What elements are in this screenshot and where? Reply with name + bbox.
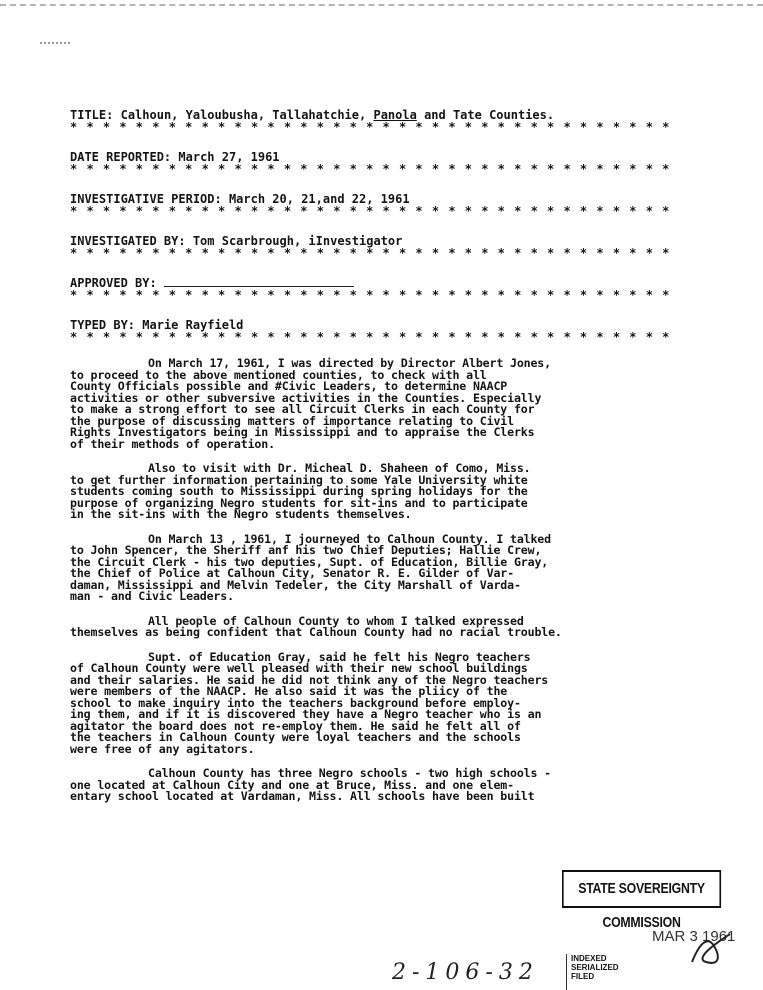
title-value-post: and Tate Counties. — [424, 108, 555, 122]
paragraph-line: were members of the NAACP. He also said it was the pliicy of the — [70, 684, 508, 698]
star-divider: * * * * * * * * * * * * * * * * * * * * * * * * * * * * * * * * * * * * * — [70, 248, 671, 258]
paragraph-line: the Circuit Clerk - his two deputies, Supt. of Education, Billie Gray, — [70, 554, 549, 569]
sovereignty-commission-stamp: STATE SOVEREIGNTY COMMISSION — [562, 870, 721, 908]
paragraph-line: of Calhoun County were well pleased with their new school buildings — [70, 661, 528, 675]
approved-field — [70, 276, 710, 290]
paragraph-line: Also to visit with Dr. Micheal D. Shaheen of Como, Miss. — [148, 461, 531, 475]
memo-body — [70, 108, 710, 816]
stamp-date: MAR 3 1961 — [652, 928, 736, 945]
star-divider: * * * * * * * * * * * * * * * * * * * * * * * * * * * * * * * * * * * * * — [70, 122, 671, 132]
approved-label: APPROVED BY: — [70, 276, 157, 290]
approved-signature-line — [164, 276, 354, 287]
period-field — [70, 192, 710, 206]
paragraph-line: the teachers in Calhoun County were loyal teachers and the schools — [70, 730, 521, 744]
star-divider: * * * * * * * * * * * * * * * * * * * * * * * * * * * * * * * * * * * * * — [70, 164, 671, 174]
serialized-label: SERIALIZED — [571, 963, 619, 972]
title-label: TITLE: — [70, 108, 114, 122]
typed-label: TYPED BY: — [70, 318, 136, 332]
paragraph-line: to John Spencer, the Sheriff anf his two Chief Deputies; Hallie Crew, — [70, 543, 542, 557]
page-top-edge — [0, 0, 763, 6]
star-divider: * * * * * * * * * * * * * * * * * * * * * * * * * * * * * * * * * * * * * — [70, 290, 671, 300]
memo-paragraph — [70, 768, 710, 803]
star-divider: * * * * * * * * * * * * * * * * * * * * * * * * * * * * * * * * * * * * * — [70, 332, 671, 342]
date-field — [70, 150, 710, 164]
paragraph-line: daman, Mississippi and Melvin Tedeler, the City Marshall of Varda- — [70, 577, 521, 592]
paragraph-line: students coming south to Mississippi during spring holidays for the — [70, 484, 528, 498]
memo-paragraph — [70, 463, 710, 521]
paragraph-line: activities or other subversive activities in the Counties. Especially — [70, 390, 542, 405]
star-divider: * * * * * * * * * * * * * * * * * * * * * * * * * * * * * * * * * * * * * — [70, 206, 671, 216]
memo-paragraph — [70, 613, 710, 639]
paragraph-line: entary school located at Vardaman, Miss. All schools have been built — [70, 789, 535, 803]
paragraph-line: school to make inquiry into the teachers background before employ- — [70, 695, 521, 710]
investigator-field — [70, 234, 710, 248]
investigator-label: INVESTIGATED BY: — [70, 234, 186, 248]
paragraph-line: the Chief of Police at Calhoun City, Senator R. E. Gilder of Var- — [70, 566, 514, 580]
paragraph-line: themselves as being confident that Calhoun County had no racial trouble. — [70, 625, 562, 639]
filed-label: FILED — [571, 972, 595, 981]
paragraph-line: and their salaries. He said he did not think any of the Negro teachers — [70, 672, 549, 687]
period-value: March 20, 21,and 22, 1961 — [228, 192, 410, 206]
title-field — [70, 108, 710, 122]
date-value: March 27, 1961 — [178, 150, 280, 164]
title-value-pre: Calhoun, Yaloubusha, Tallahatchie, — [120, 108, 367, 122]
title-value-underlined: Panola — [373, 108, 417, 122]
paragraph-line: the purpose of discussing matters of importance relating to Civil — [70, 413, 514, 428]
paragraph-line: to proceed to the above mentioned counties, to check with all — [70, 367, 487, 382]
paragraph-line: were free of any agitators. — [70, 741, 255, 756]
memo-paragraph — [70, 358, 710, 450]
paragraph-line: one located at Calhoun City and one at Bruce, Miss. and one elem- — [70, 777, 514, 792]
paragraph-line: ing them, and if it is discovered they have a Negro teacher who is an — [70, 707, 542, 721]
paragraph-line: in the sit-ins with the Negro students themselves. — [70, 507, 412, 521]
paragraph-line: All people of Calhoun County to whom I talked expressed — [148, 613, 524, 628]
investigator-value: Tom Scarbrough, iInvestigator — [192, 234, 403, 248]
typed-field — [70, 318, 710, 332]
paragraph-line: Supt. of Education Gray, said he felt his Negro teachers — [148, 649, 531, 664]
paragraph-line: Rights Investigators being in Mississippi and to appraise the Clerks — [70, 425, 535, 439]
paragraph-line: of their methods of operation. — [70, 436, 275, 451]
paragraph-line: to make a strong effort to see all Circuit Clerks in each County for — [70, 402, 535, 416]
memo-paragraphs — [70, 358, 710, 803]
indexed-label: INDEXED — [571, 954, 607, 963]
paragraph-line: man - and Civic Leaders. — [70, 589, 234, 603]
scan-speck — [40, 42, 70, 47]
memo-paragraph — [70, 531, 710, 603]
paragraph-line: On March 17, 1961, I was directed by Director Albert Jones, — [148, 356, 551, 370]
memo-paragraph — [70, 649, 710, 756]
filing-box — [566, 954, 761, 990]
typed-value: Marie Rayfield — [142, 318, 244, 332]
period-label: INVESTIGATIVE PERIOD: — [70, 192, 222, 206]
paragraph-line: to get further information pertaining to some Yale University white — [70, 472, 528, 487]
paragraph-line: agitator the board does not re-employ them. He said he felt all of — [70, 718, 521, 733]
paragraph-line: On March 13 , 1961, I journeyed to Calhoun County. I talked — [148, 531, 551, 546]
paragraph-line: County Officials possible and #Civic Leaders, to determine NAACP — [70, 379, 508, 393]
paragraph-line: Calhoun County has three Negro schools - two high schools - — [148, 766, 551, 780]
handwritten-file-number: 2-106-32 — [392, 960, 539, 985]
date-label: DATE REPORTED: — [70, 150, 172, 164]
paragraph-line: purpose of organizing Negro students for sit-ins and to participate — [70, 495, 528, 510]
